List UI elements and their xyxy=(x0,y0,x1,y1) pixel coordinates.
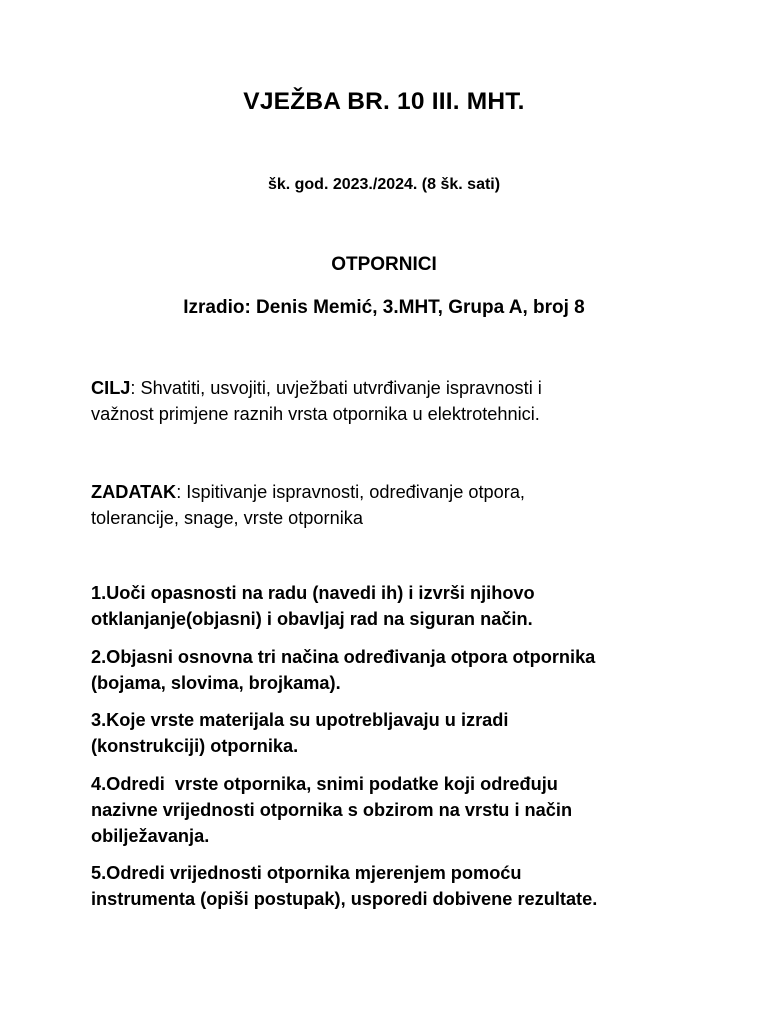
goal-label: CILJ xyxy=(91,378,131,398)
goal-line-1 xyxy=(91,375,691,401)
task-item-4-line-3: obilježavanja. xyxy=(91,826,210,846)
document-title: VJEŽBA BR. 10 III. MHT. xyxy=(243,88,525,115)
task-item-2-line-1: 2.Objasni osnovna tri načina određivanja otpora otpornika xyxy=(91,647,596,667)
task-label: ZADATAK xyxy=(91,482,177,502)
task-text-2: tolerancije, snage, vrste otpornika xyxy=(91,508,363,528)
task-line-1 xyxy=(91,479,691,505)
task-item-5 xyxy=(91,860,691,912)
task-paragraph xyxy=(91,479,691,531)
goal-text-2: važnost primjene raznih vrsta otpornika u elektrotehnici. xyxy=(91,404,540,424)
task-item-2 xyxy=(91,644,691,696)
task-item-3-line-1: 3.Koje vrste materijala su upotrebljavaju u izradi xyxy=(91,710,509,730)
goal-paragraph xyxy=(91,375,691,427)
task-item-3 xyxy=(91,707,691,759)
task-item-1-line-1: 1.Uoči opasnosti na radu (navedi ih) i izvrši njihovo xyxy=(91,583,535,603)
task-item-3-line-2: (konstrukciji) otpornika. xyxy=(91,736,299,756)
task-item-1-line-2: otklanjanje(objasni) i obavljaj rad na siguran način. xyxy=(91,609,533,629)
task-item-4-line-2: nazivne vrijednosti otpornika s obzirom na vrstu i način xyxy=(91,800,573,820)
goal-text-1: : Shvatiti, usvojiti, uvježbati utvrđivanje ispravnosti i xyxy=(130,378,542,398)
task-item-2-line-2: (bojama, slovima, brojkama). xyxy=(91,673,341,693)
topic-heading: OTPORNICI xyxy=(331,254,437,275)
task-text-1: : Ispitivanje ispravnosti, određivanje otpora, xyxy=(176,482,525,502)
school-year: šk. god. 2023./2024. (8 šk. sati) xyxy=(267,176,501,193)
task-item-1 xyxy=(91,580,691,632)
task-item-5-line-1: 5.Odredi vrijednosti otpornika mjerenjem pomoću xyxy=(91,863,522,883)
task-item-5-line-2: instrumenta (opiši postupak), usporedi dobivene rezultate. xyxy=(91,889,598,909)
task-item-4-line-1: 4.Odredi vrste otpornika, snimi podatke koji određuju xyxy=(91,774,558,794)
task-item-4 xyxy=(91,771,691,849)
author-line: Izradio: Denis Memić, 3.MHT, Grupa A, broj 8 xyxy=(183,297,585,318)
